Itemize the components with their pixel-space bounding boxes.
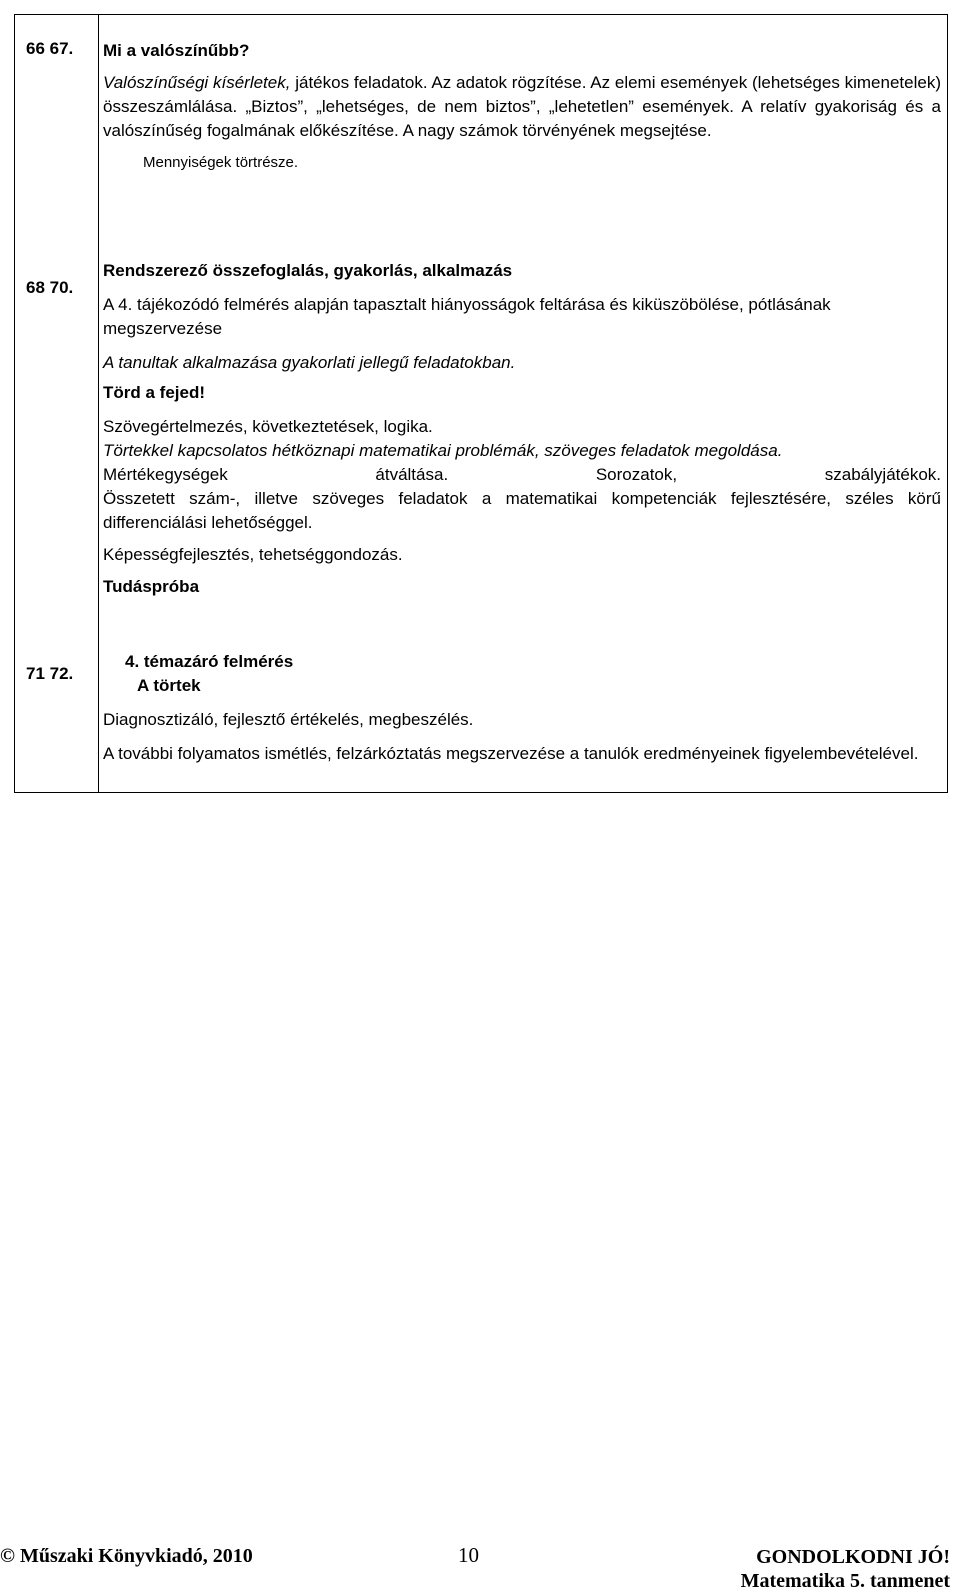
lesson-68-70-content (103, 259, 941, 599)
paragraph: Összetett szám-, illetve szöveges feladatok a matematikai kompetenciák fejlesztésére, széles körű differenciálási lehetőséggel. (103, 489, 941, 532)
paragraph: Mértékegységek átváltása. Sorozatok, szabályjátékok. (103, 465, 941, 484)
lesson-number-68-70: 68 70. (26, 278, 74, 297)
lesson-title: Mi a valószínűbb? (103, 41, 250, 60)
lesson-66-67-content (103, 39, 941, 175)
paragraph: Diagnosztizáló, fejlesztő értékelés, megbeszélés. (103, 710, 474, 729)
lesson-note: Mennyiségek törtrésze. (143, 154, 299, 171)
lesson-title: Rendszerező összefoglalás, gyakorlás, alkalmazás (103, 261, 513, 280)
lesson-number-71-72: 71 72. (26, 664, 74, 683)
italic-term: Valószínűségi kísérletek, (103, 73, 291, 92)
table-frame (14, 14, 948, 793)
column-divider (98, 15, 99, 792)
brand-subtitle: Matematika 5. tanmenet (740, 1570, 950, 1592)
lesson-description (103, 71, 941, 143)
paragraph-heading: Törd a fejed! (103, 383, 206, 402)
paragraph: A további folyamatos ismétlés, felzárkóztatás megszervezése a tanulók eredményeinek figyelembevételével. (103, 744, 919, 763)
paragraph: A 4. tájékozódó felmérés alapján tapasztalt hiányosságok feltárása és kiküszöbölése, pótlásának megszervezése (103, 295, 831, 338)
lesson-71-72-content (103, 650, 941, 766)
paragraph: A tanultak alkalmazása gyakorlati jellegű feladatokban. (103, 353, 516, 372)
description-text: játékos feladatok. Az adatok rögzítése. Az elemi események (lehetséges kimenetelek) összeszámlálása. „Biztos”, „lehetséges, de nem biztos”, „lehetetlen” események. A relatív gyakoriság és a valószínűség fogalmának előkészítése. A nagy számok törvényének megsejtése. (103, 73, 941, 140)
lesson-number-66-67: 66 67. (26, 39, 74, 58)
footer-publisher: © Műszaki Könyvkiadó, 2010 (0, 1545, 253, 1567)
paragraph: Törtekkel kapcsolatos hétköznapi matematikai problémák, szöveges feladatok megoldása. (103, 441, 783, 460)
paragraph: Szövegértelmezés, következtetések, logika. (103, 417, 433, 436)
page-number: 10 (458, 1543, 479, 1567)
paragraph: Képességfejlesztés, tehetséggondozás. (103, 545, 403, 564)
lesson-subtitle: A törtek (137, 676, 201, 695)
lesson-title: 4. témazáró felmérés (125, 652, 294, 671)
brand-title: GONDOLKODNI JÓ! (756, 1546, 950, 1568)
paragraph-heading: Tudáspróba (103, 577, 200, 596)
